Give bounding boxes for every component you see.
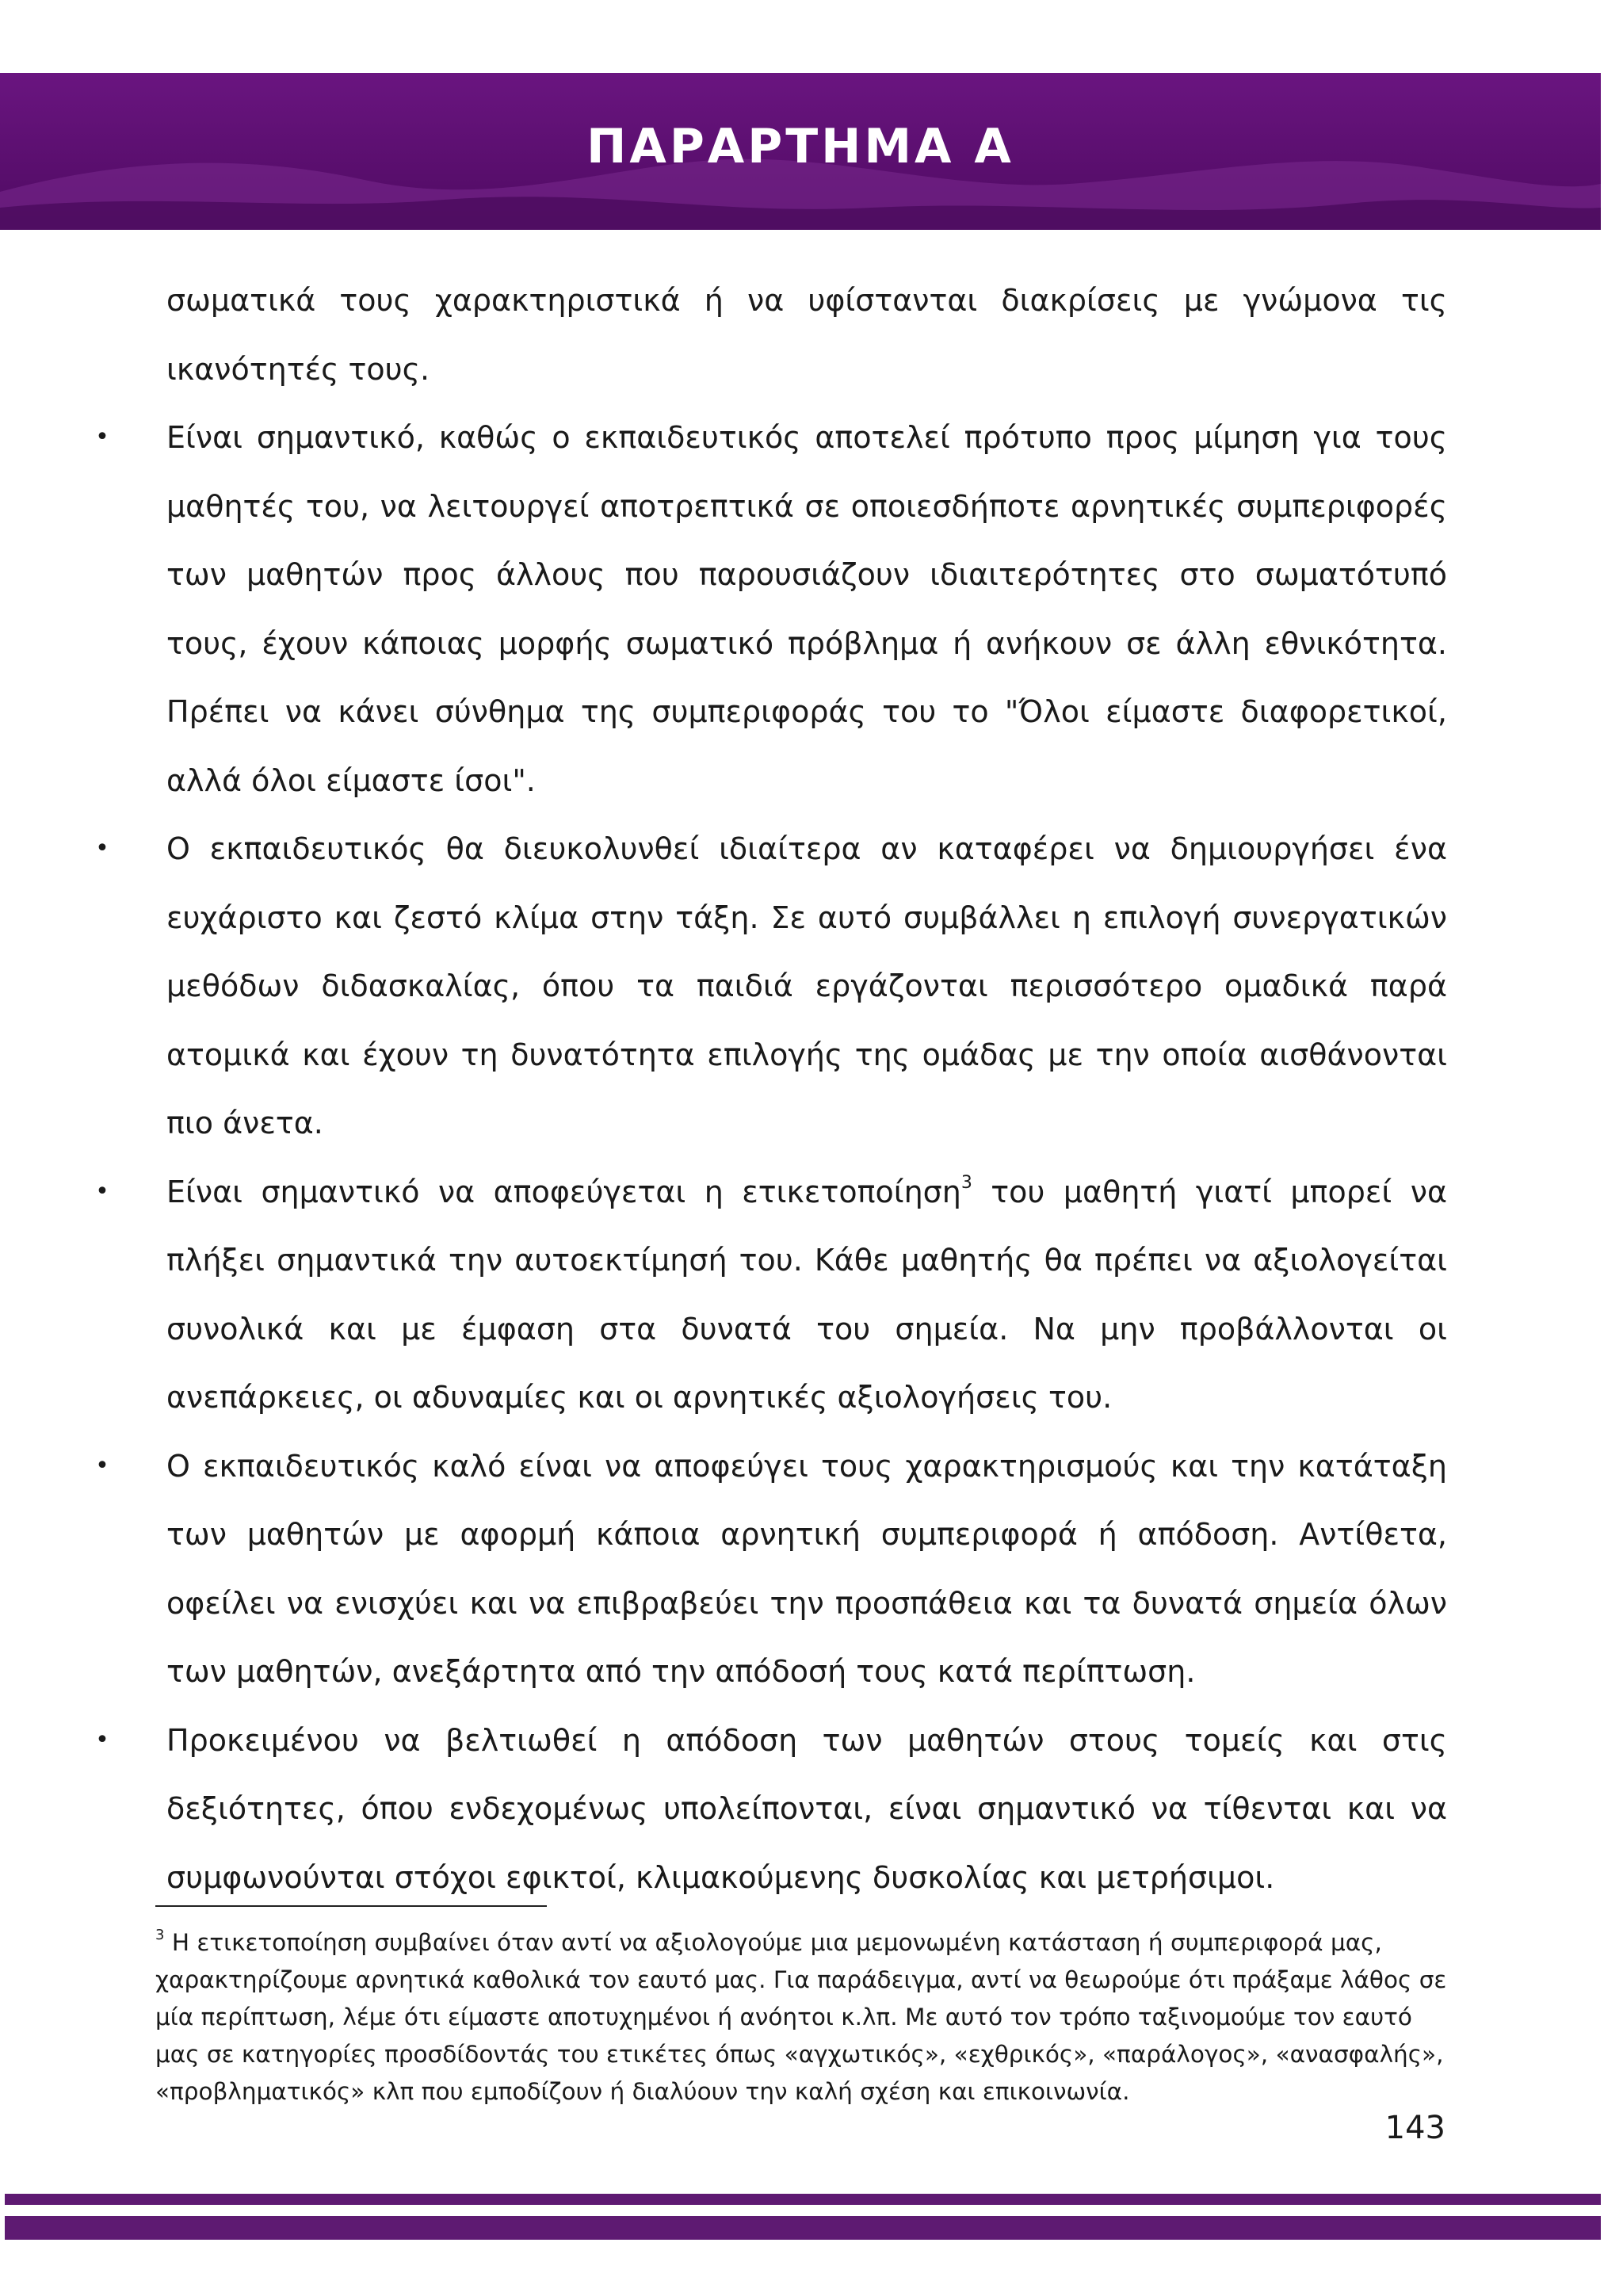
bullet-icon: • [95,1177,109,1205]
list-item [95,403,1447,815]
list-item-text: Ο εκπαιδευτικός καλό είναι να αποφεύγει τους χαρακτηρισμούς και την κατάταξη των μαθητών με αφορμή κάποια αρνητική συμπεριφορά ή απόδοση. Αντίθετα, οφείλει να ενισχύει και να επιβραβεύει την προσπάθεια και τα δυνατά σημεία όλων των μαθητών, ανεξάρτητα από την απόδοσή τους κατά περίπτωση. [166,1448,1447,1689]
list-item-text-continued: του μαθητή γιατί μπορεί να πλήξει σημαντικά την αυτοεκτίμησή του. Κάθε μαθητής θα πρέπει να αξιολογείται συνολικά και με έμφαση στα δυνατά του σημεία. Να μην προβάλλονται οι ανεπάρκειες, οι αδυναμίες και οι αρνητικές αξιολογήσεις του. [166,1174,1447,1415]
footnote-number: 3 [155,1927,165,1943]
page-title: ΠΑΡΑΡΤΗΜΑ Α [586,119,1014,174]
bullet-list [95,403,1447,1912]
page-number: 143 [1384,2110,1445,2146]
list-item-text: Είναι σημαντικό, καθώς ο εκπαιδευτικός αποτελεί πρότυπο προς μίμηση για τους μαθητές του, να λειτουργεί αποτρεπτικά σε οποιεσδήποτε αρνητικές συμπεριφορές των μαθητών προς άλλους που παρουσιάζουν ιδιαιτερότητες στο σωματότυπό τους, έχουν κάποιας μορφής σωματικό πρόβλημα ή ανήκουν σε άλλη εθνικότητα. Πρέπει να κάνει σύνθημα της συμπεριφοράς του το "Όλοι είμαστε διαφορετικοί, αλλά όλοι είμαστε ίσοι". [166,420,1447,798]
list-item [95,1432,1447,1706]
footer-line [5,2194,1601,2205]
footnote-separator [155,1905,547,1907]
list-item-text: Είναι σημαντικό να αποφεύγεται η ετικετοποίηση [166,1174,961,1209]
intro-paragraph: σωματικά τους χαρακτηριστικά ή να υφίστανται διακρίσεις με γνώμονα τις ικανότητές τους. [166,283,1447,387]
footer-bar [5,2216,1601,2240]
bullet-icon: • [95,1725,109,1754]
footnote-reference[interactable]: 3 [960,1172,972,1193]
list-item-text: Προκειμένου να βελτιωθεί η απόδοση των μαθητών στους τομείς και στις δεξιότητες, όπου ενδεχομένως υπολείπονται, είναι σημαντικό να τίθενται και να συμφωνούνται στόχοι εφικτοί, κλιμακούμενης δυσκολίας και μετρήσιμοι. [166,1722,1447,1895]
header-banner [0,73,1601,230]
bullet-icon: • [95,423,109,451]
main-content [95,266,1447,1912]
bullet-icon: • [95,1451,109,1480]
list-item-text: Ο εκπαιδευτικός θα διευκολυνθεί ιδιαίτερα αν καταφέρει να δημιουργήσει ένα ευχάριστο και ζεστό κλίμα στην τάξη. Σε αυτό συμβάλλει η επιλογή συνεργατικών μεθόδων διδασκαλίας, όπου τα παιδιά εργάζονται περισσότερο ομαδικά παρά ατομικά και έχουν τη δυνατότητα επιλογής της ομάδας με την οποία αισθάνονται πιο άνετα. [166,831,1447,1140]
footnote [155,1924,1447,2111]
list-item [95,1706,1447,1912]
footnote-text: Η ετικετοποίηση συμβαίνει όταν αντί να αξιολογούμε μια μεμονωμένη κατάσταση ή συμπεριφορά μας, χαρακτηρίζουμε αρνητικά καθολικά τον εαυτό μας. Για παράδειγμα, αντί να θεωρούμε ότι πράξαμε λάθος σε μία περίπτωση, λέμε ότι είμαστε αποτυχημένοι ή ανόητοι κ.λπ. Με αυτό τον τρόπο ταξινομούμε τον εαυτό μας σε κατηγορίες προσδίδοντάς του ετικέτες όπως «αγχωτικός», «εχθρικός», «παράλογος», «ανασφαλής», «προβληματικός» κλπ που εμποδίζουν ή διαλύουν την καλή σχέση και επικοινωνία. [155,1929,1447,2105]
list-item [95,815,1447,1158]
bullet-icon: • [95,835,109,862]
list-item [95,1158,1447,1432]
